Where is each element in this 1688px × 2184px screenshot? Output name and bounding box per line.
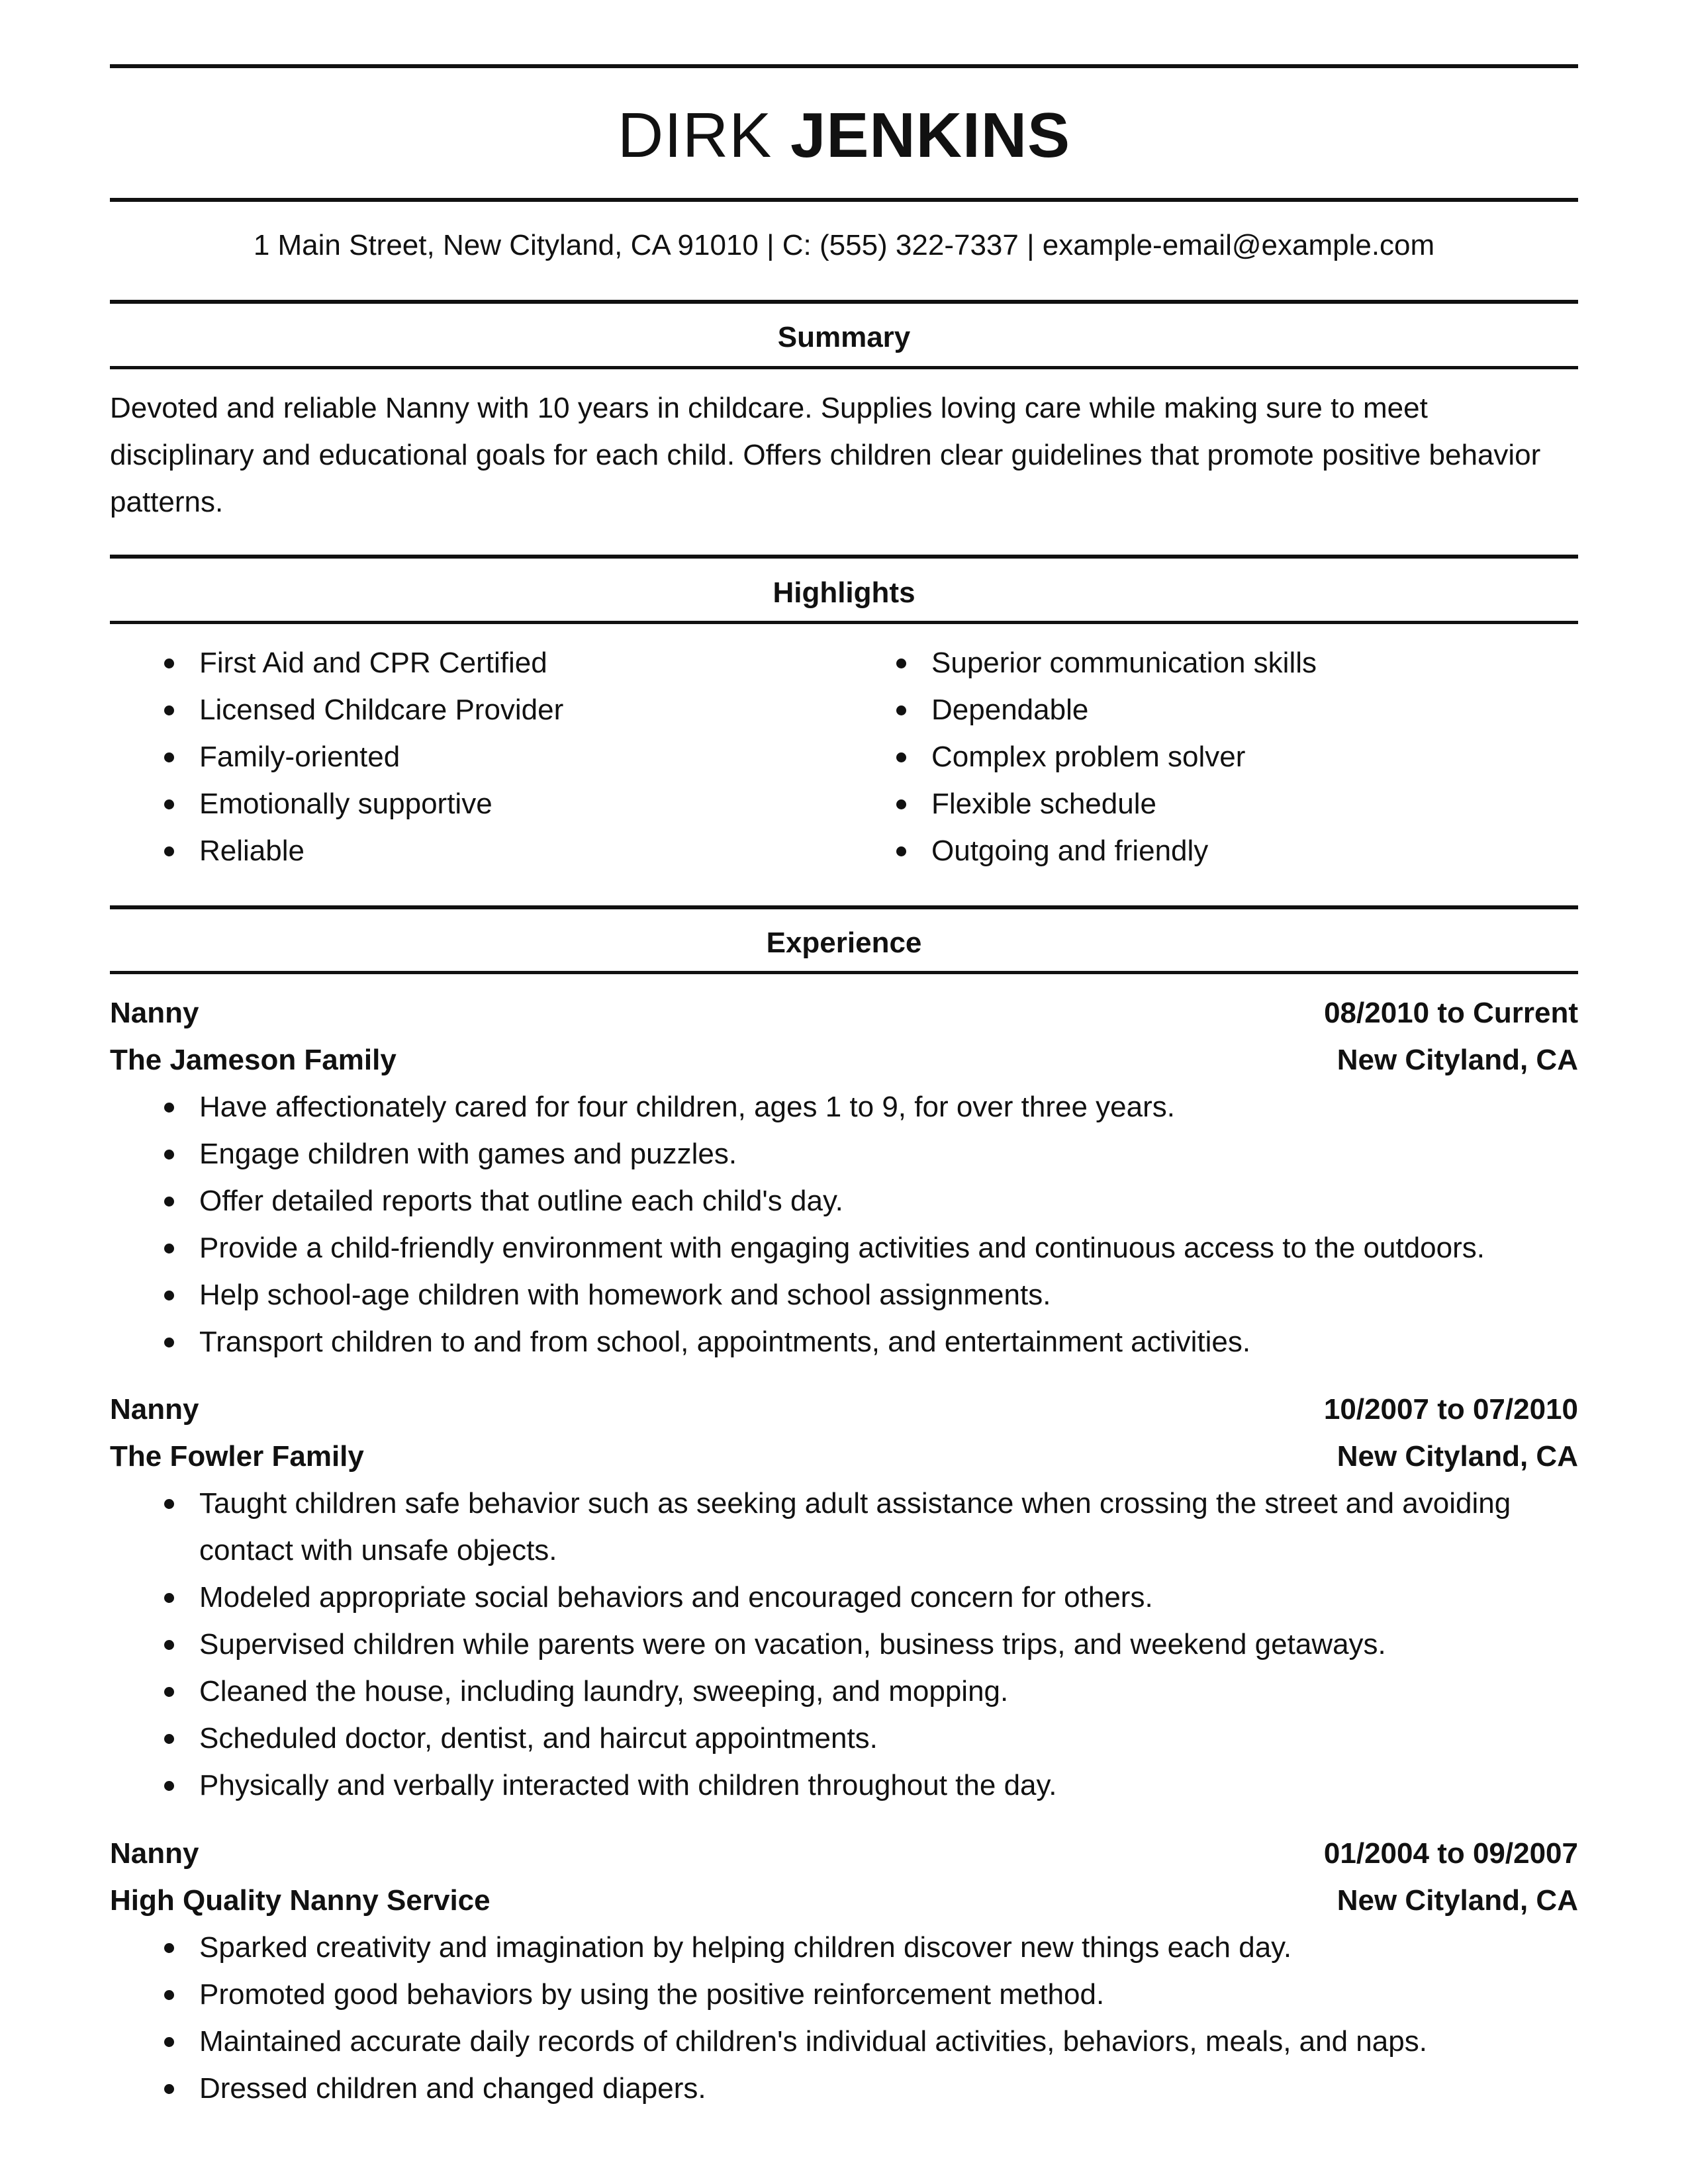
highlights-right-list [842, 639, 1570, 874]
job-employer: The Fowler Family [110, 1440, 364, 1473]
bullet-icon [164, 1197, 174, 1206]
bullet-icon [164, 1781, 174, 1791]
job-title: Nanny [110, 1393, 199, 1426]
bullet-icon [164, 1291, 174, 1300]
bullet-icon [164, 1687, 174, 1697]
experience-bottom-rule [110, 971, 1578, 974]
job-duties-list [110, 1924, 1578, 2112]
summary-text: Devoted and reliable Nanny with 10 years in childcare. Supplies loving care while making sure to meet disciplinary and educational goals for each child. Offers children clear guidelines that promote positive behavior patterns. [110, 392, 1541, 518]
experience-heading: Experience [766, 927, 922, 959]
list-item: Physically and verbally interacted with children throughout the day. [110, 1762, 1578, 1809]
list-item: Licensed Childcare Provider [110, 686, 838, 733]
job-title-row [110, 1386, 1578, 1433]
highlights-bottom-rule [110, 621, 1578, 624]
bullet-icon [164, 1990, 174, 2000]
first-name: DIRK [617, 100, 773, 171]
bullet-icon [896, 799, 906, 809]
bullet-icon [164, 1338, 174, 1347]
list-item: Sparked creativity and imagination by helping children discover new things each day. [110, 1924, 1578, 1971]
bullet-icon [164, 1640, 174, 1650]
job-dates: 10/2007 to 07/2010 [1323, 1393, 1578, 1426]
job-title: Nanny [110, 1837, 199, 1870]
bullet-icon [164, 659, 174, 668]
list-item: Family-oriented [110, 733, 838, 780]
contact-line: 1 Main Street, New Cityland, CA 91010 | C: (555) 322-7337 | example-email@example.com [253, 229, 1435, 261]
last-name: JENKINS [790, 100, 1071, 171]
job-employer: High Quality Nanny Service [110, 1884, 491, 1917]
list-item: Superior communication skills [842, 639, 1570, 686]
job-title: Nanny [110, 997, 199, 1029]
list-item: Reliable [110, 827, 838, 874]
job-employer-row [110, 1877, 1578, 1924]
list-item: Promoted good behaviors by using the positive reinforcement method. [110, 1971, 1578, 2018]
bullet-icon [164, 1499, 174, 1509]
job-title-row [110, 989, 1578, 1036]
job-employer: The Jameson Family [110, 1044, 397, 1076]
job-duties-list [110, 1480, 1578, 1809]
list-item: Help school-age children with homework and school assignments. [110, 1271, 1578, 1318]
bullet-icon [164, 1593, 174, 1603]
job-duties-list [110, 1083, 1578, 1365]
list-item: Outgoing and friendly [842, 827, 1570, 874]
bullet-icon [896, 705, 906, 715]
job-dates: 01/2004 to 09/2007 [1323, 1837, 1578, 1870]
bullet-icon [164, 799, 174, 809]
experience-top-rule [110, 905, 1578, 909]
list-item: Cleaned the house, including laundry, sweeping, and mopping. [110, 1668, 1578, 1715]
list-item: Dependable [842, 686, 1570, 733]
name-rule [110, 198, 1578, 202]
list-item: Have affectionately cared for four children, ages 1 to 9, for over three years. [110, 1083, 1578, 1130]
bullet-icon [164, 2037, 174, 2047]
summary-heading: Summary [777, 321, 911, 353]
list-item: Complex problem solver [842, 733, 1570, 780]
list-item: Offer detailed reports that outline each child's day. [110, 1177, 1578, 1224]
bullet-icon [164, 846, 174, 856]
bullet-icon [164, 1734, 174, 1744]
bullet-icon [896, 659, 906, 668]
list-item: Provide a child-friendly environment with engaging activities and continuous access to the outdoors. [110, 1224, 1578, 1271]
list-item: Dressed children and changed diapers. [110, 2065, 1578, 2112]
highlights-heading: Highlights [773, 576, 915, 609]
list-item: Scheduled doctor, dentist, and haircut appointments. [110, 1715, 1578, 1762]
bullet-icon [164, 752, 174, 762]
bullet-icon [164, 1150, 174, 1160]
bullet-icon [164, 705, 174, 715]
top-rule [110, 64, 1578, 68]
job-location: New Cityland, CA [1336, 1440, 1578, 1473]
summary-bottom-rule [110, 366, 1578, 369]
list-item: Taught children safe behavior such as seeking adult assistance when crossing the street and avoiding contact with unsafe objects. [110, 1480, 1578, 1574]
bullet-icon [896, 752, 906, 762]
bullet-icon [164, 1943, 174, 1953]
list-item: Emotionally supportive [110, 780, 838, 827]
list-item: Flexible schedule [842, 780, 1570, 827]
job-employer-row [110, 1036, 1578, 1083]
list-item: Maintained accurate daily records of children's individual activities, behaviors, meals, and naps. [110, 2018, 1578, 2065]
job-title-row [110, 1830, 1578, 1877]
bullet-icon [164, 2084, 174, 2094]
candidate-name [110, 93, 1578, 179]
bullet-icon [896, 846, 906, 856]
job-location: New Cityland, CA [1336, 1884, 1578, 1917]
bullet-icon [164, 1244, 174, 1253]
list-item: Transport children to and from school, appointments, and entertainment activities. [110, 1318, 1578, 1365]
bullet-icon [164, 1103, 174, 1113]
job-location: New Cityland, CA [1336, 1044, 1578, 1076]
highlights-left-list [110, 639, 838, 874]
job-dates: 08/2010 to Current [1324, 997, 1578, 1029]
list-item: Engage children with games and puzzles. [110, 1130, 1578, 1177]
highlights-top-rule [110, 555, 1578, 559]
summary-top-rule [110, 300, 1578, 304]
list-item: Modeled appropriate social behaviors and encouraged concern for others. [110, 1574, 1578, 1621]
job-employer-row [110, 1433, 1578, 1480]
list-item: First Aid and CPR Certified [110, 639, 838, 686]
list-item: Supervised children while parents were on vacation, business trips, and weekend getaways. [110, 1621, 1578, 1668]
